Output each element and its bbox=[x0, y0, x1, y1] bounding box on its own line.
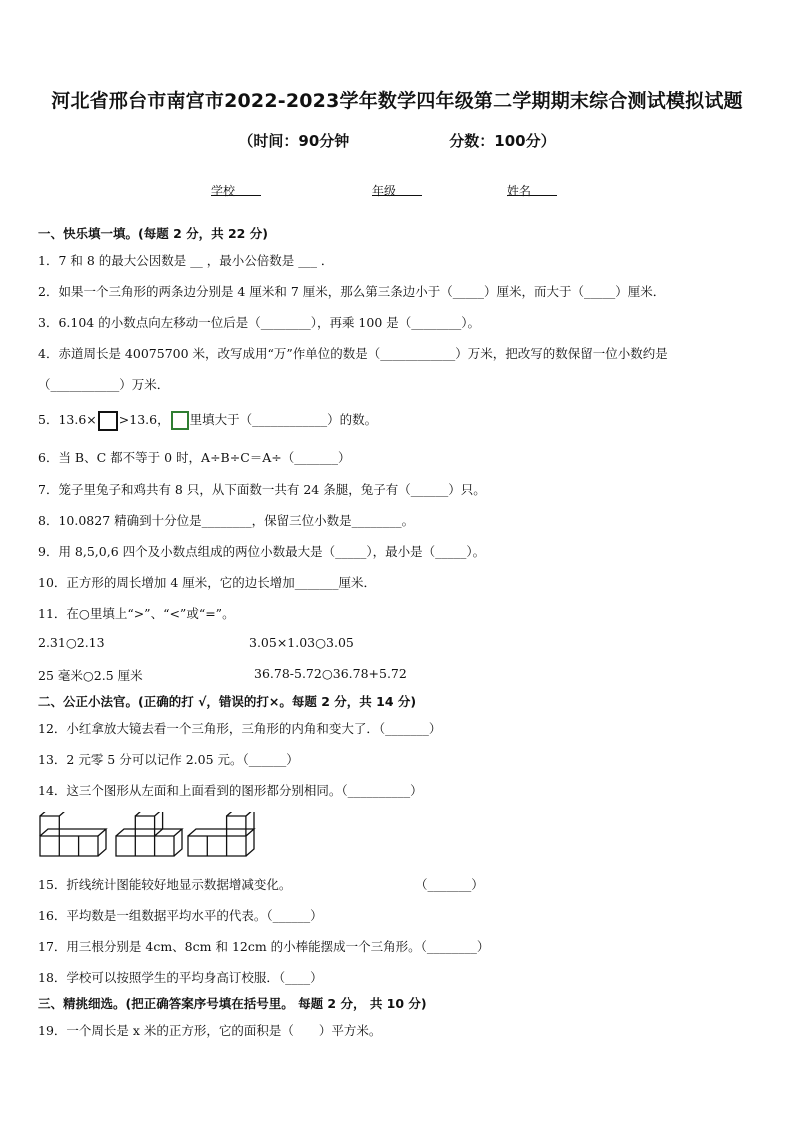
question-7: 7．笼子里兔子和鸡共有 8 只，从下面数一共有 24 条腿，兔子有（______）只。 bbox=[38, 482, 486, 497]
question-17: 17．用三根分别是 4cm、8cm 和 12cm 的小棒能摆成一个三角形。（________） bbox=[38, 939, 490, 954]
question-19: 19．一个周长是 x 米的正方形，它的面积是（ ）平方米。 bbox=[38, 1023, 382, 1038]
section-2-heading: 二、公正小法官。(正确的打 √，错误的打×。每题 2 分，共 14 分) bbox=[38, 694, 417, 709]
question-6: 6．当 B、C 都不等于 0 时，A÷B÷C＝A÷（_______） bbox=[38, 450, 351, 465]
cube-figure-1 bbox=[40, 812, 106, 856]
question-18: 18．学校可以按照学生的平均身高订校服．（____） bbox=[38, 970, 323, 985]
question-4a: 4．赤道周长是 40075700 米，改写成用“万”作单位的数是（____________）万米，把改写的数保留一位小数约是 bbox=[38, 346, 668, 361]
question-8: 8．10.0827 精确到十分位是________，保留三位小数是________。 bbox=[38, 513, 415, 528]
cube-figures-illustration bbox=[38, 812, 258, 858]
q11-item-b: 3.05×1.03○3.05 bbox=[249, 635, 354, 650]
question-3: 3．6.104 的小数点向左移动一位后是（________），再乘 100 是（________）。 bbox=[38, 315, 481, 330]
question-12: 12．小红拿放大镜去看一个三角形，三角形的内角和变大了．（_______） bbox=[38, 721, 442, 736]
section-3-heading: 三、精挑细选。(把正确答案序号填在括号里。 每题 2 分， 共 10 分) bbox=[38, 996, 427, 1011]
question-2: 2．如果一个三角形的两条边分别是 4 厘米和 7 厘米，那么第三条边小于（_____）厘米，而大于（_____）厘米． bbox=[38, 284, 666, 299]
question-5: 5．13.6× >13.6， 里填大于（____________）的数。 bbox=[38, 410, 377, 431]
q11-item-d: 36.78-5.72○36.78+5.72 bbox=[254, 666, 407, 681]
question-9: 9．用 8,5,0,6 四个及小数点组成的两位小数最大是（_____），最小是（_____）。 bbox=[38, 544, 486, 559]
section-1-heading: 一、快乐填一填。(每题 2 分，共 22 分) bbox=[38, 226, 268, 241]
school-field: 学校 bbox=[211, 182, 261, 196]
question-16: 16．平均数是一组数据平均水平的代表。（______） bbox=[38, 908, 323, 923]
time-limit: （时间：90分钟 bbox=[238, 132, 350, 150]
question-11: 11．在○里填上“>”、“<”或“=”。 bbox=[38, 606, 235, 621]
question-4b: （___________）万米． bbox=[38, 377, 170, 392]
question-1: 1．7 和 8 的最大公因数是 __ ，最小公倍数是 ___ ． bbox=[38, 253, 334, 268]
total-score: 分数：100分） bbox=[449, 132, 556, 150]
q11-item-c: 25 毫米○2.5 厘米 bbox=[38, 668, 143, 683]
question-15: 15．折线统计图能较好地显示数据增减变化。 bbox=[38, 877, 292, 892]
question-10: 10．正方形的周长增加 4 厘米，它的边长增加_______厘米． bbox=[38, 575, 377, 590]
q11-item-a: 2.31○2.13 bbox=[38, 635, 105, 650]
question-13: 13．2 元零 5 分可以记作 2.05 元。（______） bbox=[38, 752, 299, 767]
grade-field: 年级 bbox=[372, 182, 422, 196]
question-14: 14．这三个图形从左面和上面看到的图形都分别相同。（__________） bbox=[38, 783, 423, 798]
cube-figure-3 bbox=[188, 812, 254, 856]
cube-figure-2 bbox=[116, 812, 182, 856]
exam-title: 河北省邢台市南宫市2022-2023学年数学四年级第二学期期末综合测试模拟试题 bbox=[51, 90, 743, 112]
question-15-blank: （_______） bbox=[415, 877, 484, 892]
green-square-box-icon bbox=[171, 411, 189, 430]
exam-subtitle bbox=[0, 130, 794, 151]
name-field: 姓名 bbox=[507, 182, 557, 196]
square-box-icon bbox=[98, 411, 118, 431]
